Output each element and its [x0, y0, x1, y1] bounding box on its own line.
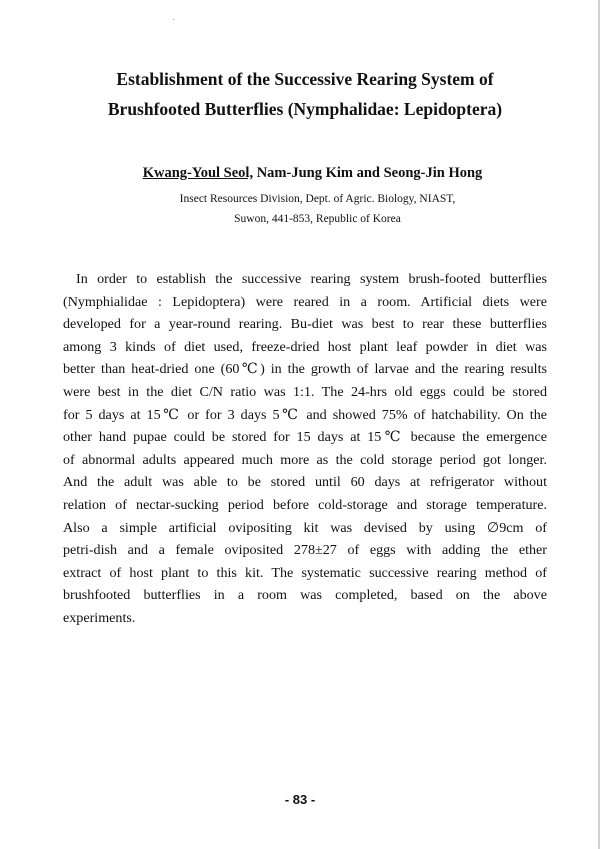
page-number: - 83 -	[284, 792, 316, 807]
abstract-line: (Nymphialidae : Lepidoptera) were reared in a room. Artificial diets were	[63, 293, 547, 310]
title-line-1: Establishment of the Successive Rearing System of	[116, 69, 494, 89]
abstract-line: And the adult was able to be stored until 60 days at refrigerator without	[63, 474, 547, 491]
title-line-2: Brushfooted Butterflies (Nymphalidae: Lepidoptera)	[107, 99, 503, 119]
affiliation	[60, 189, 575, 229]
paper-title	[60, 64, 550, 124]
abstract-line: extract of host plant to this kit. The systematic successive rearing method of	[63, 564, 547, 581]
abstract-line: among 3 kinds of diet used, freeze-dried host plant leaf powder in diet was	[63, 338, 547, 355]
abstract-line: better than heat-dried one (60℃) in the growth of larvae and the rearing results	[63, 361, 547, 378]
abstract-line: petri-dish and a female oviposited 278±27 of eggs with adding the ether	[63, 542, 547, 559]
abstract-line: Also a simple artificial ovipositing kit was devised by using ∅9cm of	[63, 519, 547, 536]
first-author: Kwang-Youl Seol,	[142, 165, 254, 181]
abstract-line: In order to establish the successive rearing system brush-footed butterflies	[76, 271, 547, 287]
author-list	[80, 165, 545, 182]
abstract-line: other hand pupae could be stored for 15 days at 15℃ because the emergence	[63, 429, 547, 446]
abstract-line: were best in the diet C/N ratio was 1:1. The 24-hrs old eggs could be stored	[63, 383, 547, 400]
scan-speck	[173, 19, 174, 20]
abstract-line: for 5 days at 15℃ or for 3 days 5℃ and showed 75% of hatchability. On the	[63, 406, 547, 423]
abstract-body	[63, 268, 547, 630]
co-authors: Nam-Jung Kim and Seong-Jin Hong	[253, 165, 483, 181]
abstract-line: experiments.	[63, 609, 136, 626]
affiliation-line-2: Suwon, 441-853, Republic of Korea	[234, 213, 401, 225]
affiliation-line-1: Insect Resources Division, Dept. of Agric. Biology, NIAST,	[179, 193, 456, 205]
abstract-line: developed for a year-round rearing. Bu-diet was best to rear these butterflies	[63, 316, 547, 333]
abstract-line: brushfooted butterflies in a room was completed, based on the above	[63, 587, 547, 604]
abstract-line: relation of nectar-sucking period before cold-storage and storage temperature.	[63, 496, 547, 513]
abstract-line: of abnormal adults appeared much more as the cold storage period got longer.	[63, 451, 547, 468]
